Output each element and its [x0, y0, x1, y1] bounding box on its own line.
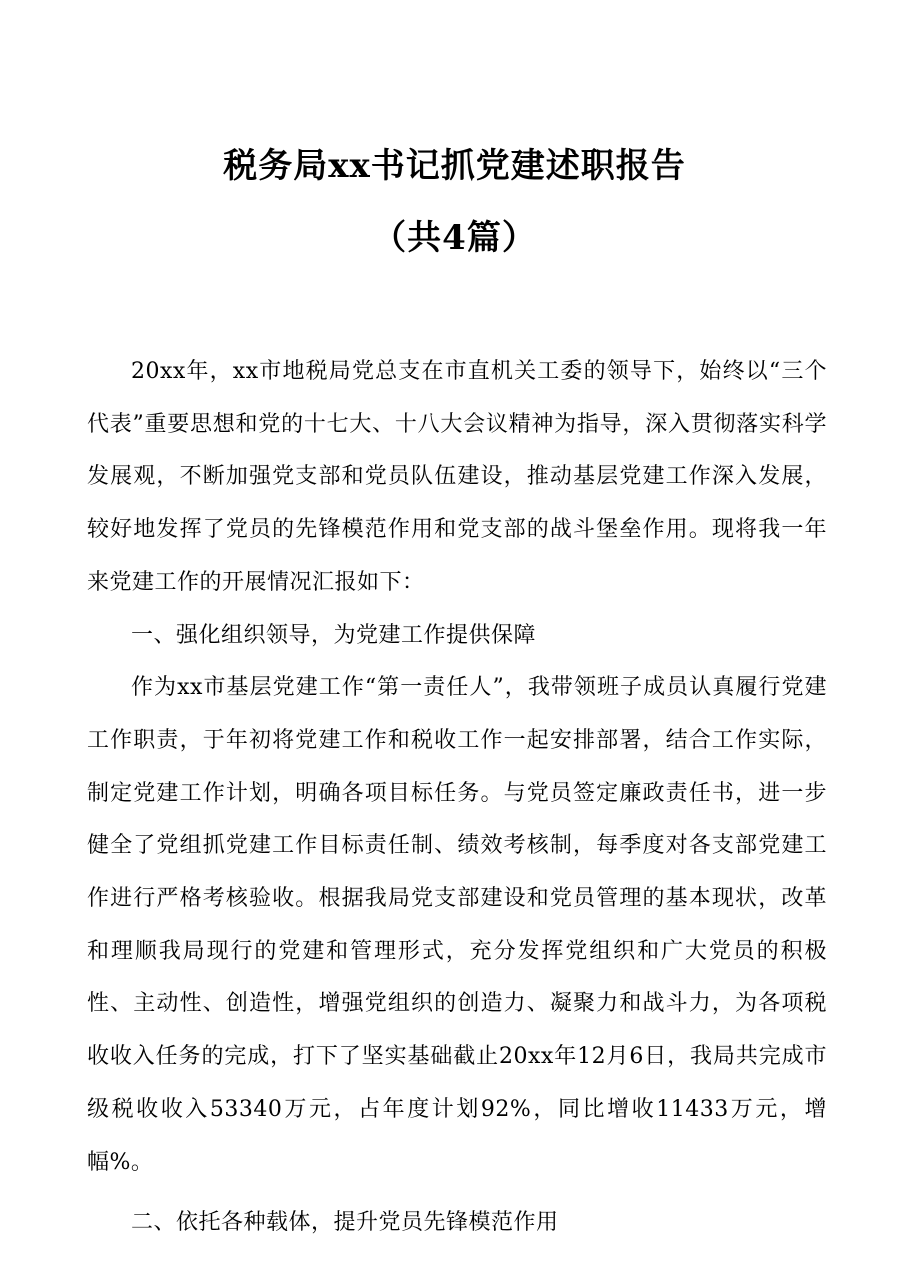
- section-1-paragraph: 作为xx市基层党建工作“第一责任人”，我带领班子成员认真履行党建工作职责，于年初将党建工作和税收工作一起安排部署，结合工作实际，制定党建工作计划，明确各项目标任务。与党员签定廉政责任书，进一步健全了党组抓党建工作目标责任制、绩效考核制，每季度对各支部党建工作进行严格考核验收。根据我局党支部建设和党员管理的基本现状，改革和理顺我局现行的党建和管理形式，充分发挥党组织和广大党员的积极性、主动性、创造性，增强党组织的创造力、凝聚力和战斗力，为各项税收收入任务的完成，打下了坚实基础截止20xx年12月6日，我局共完成市级税收收入53340万元，占年度计划92%，同比增收11433万元，增幅%。: [87, 675, 827, 1175]
- document-title: 税务局xx书记抓党建述职报告: [223, 146, 686, 186]
- document-subtitle: （共4篇）: [372, 218, 537, 258]
- section-heading-1: 一、强化组织领导，为党建工作提供保障: [131, 622, 537, 648]
- section-heading-2: 二、依托各种载体，提升党员先锋模范作用: [131, 1210, 559, 1236]
- intro-paragraph: 20xx年，xx市地税局党总支在市直机关工委的领导下，始终以“三个代表”重要思想和党的十七大、十八大会议精神为指导，深入贯彻落实科学发展观，不断加强党支部和党员队伍建设，推动基层党建工作深入发展，较好地发挥了党员的先锋模范作用和党支部的战斗堡垒作用。现将我一年来党建工作的开展情况汇报如下：: [87, 359, 827, 595]
- document-body: [87, 346, 827, 1250]
